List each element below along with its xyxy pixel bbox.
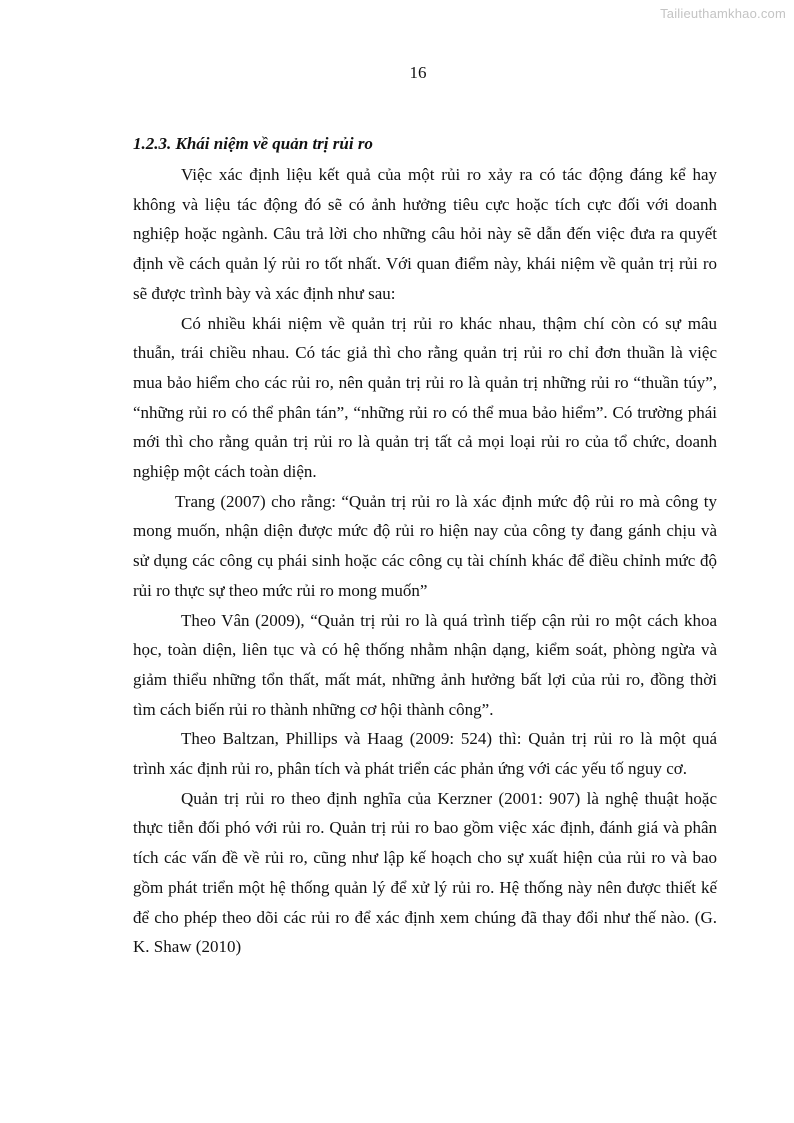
document-body xyxy=(133,130,717,962)
paragraph-intro: Việc xác định liệu kết quả của một rủi ro xảy ra có tác động đáng kể hay không và liệu tác động đó sẽ có ảnh hưởng tiêu cực hoặc tích cực đối với doanh nghiệp hoặc ngành. Câu trả lời cho những câu hỏi này sẽ dẫn đến việc đưa ra quyết định về cách quản lý rủi ro tốt nhất. Với quan điểm này, khái niệm về quản trị rủi ro sẽ được trình bày và xác định như sau: xyxy=(133,165,717,303)
paragraph-trang-2007: Trang (2007) cho rằng: “Quản trị rủi ro là xác định mức độ rủi ro mà công ty mong muốn, nhận diện được mức độ rủi ro hiện nay của công ty đang gánh chịu và sử dụng các công cụ phái sinh hoặc các công cụ tài chính khác để điều chỉnh mức độ rủi ro thực sự theo mức rủi ro mong muốn” xyxy=(133,491,717,600)
paragraph-kerzner-2001: Quản trị rủi ro theo định nghĩa của Kerzner (2001: 907) là nghệ thuật hoặc thực tiễn đối phó với rủi ro. Quản trị rủi ro bao gồm việc xác định, đánh giá và phân tích các vấn đề về rủi ro, cũng như lập kế hoạch cho sự xuất hiện của rủi ro và bao gồm phát triển một hệ thống quản lý để xử lý rủi ro. Hệ thống này nên được thiết kế để cho phép theo dõi các rủi ro để xác định xem chúng đã thay đổi như thế nào. (G. K. Shaw (2010) xyxy=(133,788,717,957)
paragraph-baltzan-2009: Theo Baltzan, Phillips và Haag (2009: 524) thì: Quản trị rủi ro là một quá trình xác định rủi ro, phân tích và phát triển các phản ứng với các yếu tố nguy cơ. xyxy=(133,729,717,779)
page-number: 16 xyxy=(409,63,427,82)
section-heading: 1.2.3. Khái niệm về quản trị rủi ro xyxy=(133,134,373,153)
paragraph-concepts: Có nhiều khái niệm về quản trị rủi ro khác nhau, thậm chí còn có sự mâu thuẫn, trái chiều nhau. Có tác giả thì cho rằng quản trị rủi ro chỉ đơn thuần là việc mua bảo hiểm cho các rủi ro, nên quản trị rủi ro là quản trị những rủi ro “thuần túy”, “những rủi ro có thể phân tán”, “những rủi ro có thể mua bảo hiểm”. Có trường phái mới thì cho rằng quản trị rủi ro là quản trị tất cả mọi loại rủi ro của tổ chức, doanh nghiệp một cách toàn diện. xyxy=(133,313,717,482)
paragraph-van-2009: Theo Vân (2009), “Quản trị rủi ro là quá trình tiếp cận rủi ro một cách khoa học, toàn diện, liên tục và có hệ thống nhằm nhận dạng, kiểm soát, phòng ngừa và giảm thiểu những tổn thất, mất mát, những ảnh hưởng bất lợi của rủi ro, đồng thời tìm cách biến rủi ro thành những cơ hội thành công”. xyxy=(133,610,717,719)
watermark: Tailieuthamkhao.com xyxy=(660,6,786,21)
